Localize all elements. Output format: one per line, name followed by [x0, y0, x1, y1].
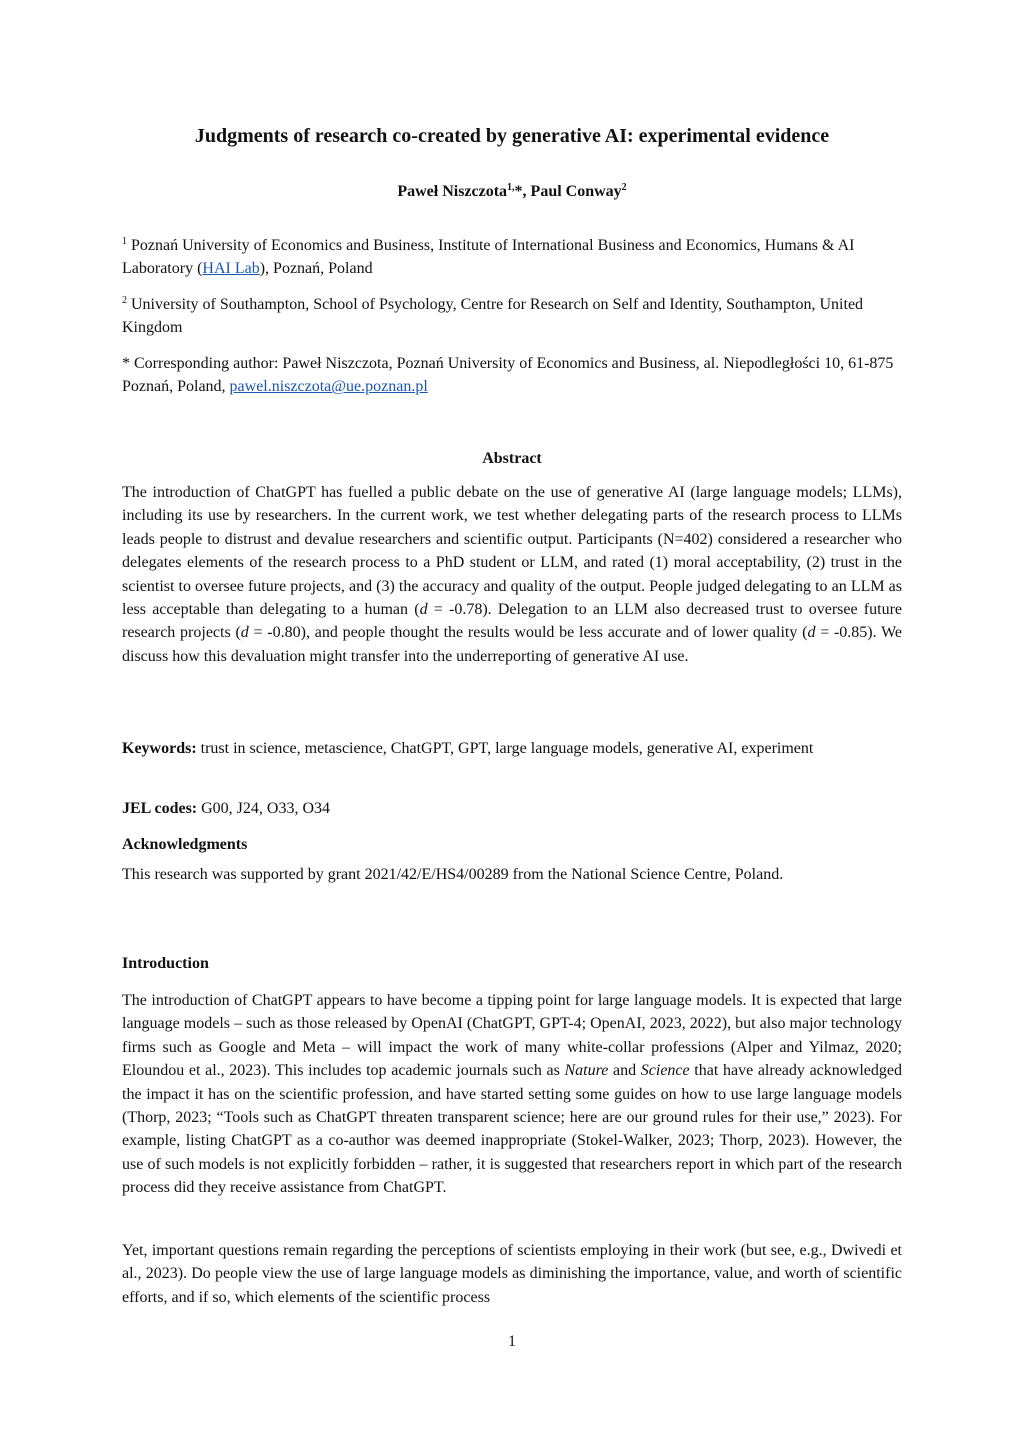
affiliation-1	[122, 234, 902, 281]
effect-size-symbol: d	[240, 624, 249, 642]
intro-text-1: The introduction of ChatGPT appears to have become a tipping point for large language models. It is expected that large language models – such as those released by OpenAI (ChatGPT, GPT-4; OpenAI, 2023, 2022), but also major technology firms such as Google and Meta – will impact the work of many white-collar professions (Alper and Yilmaz, 2020; Eloundou et al., 2023). This includes top academic journals such as	[122, 992, 902, 1080]
effect-size-symbol: d	[807, 624, 816, 642]
affiliation-2	[122, 293, 902, 340]
journal-name-nature: Nature	[564, 1062, 609, 1080]
page-number: 1	[508, 1333, 516, 1350]
abstract-text-3: = -0.80), and people thought the results would be less accurate and of lower quality (	[248, 624, 808, 642]
corresponding-author	[122, 352, 902, 399]
keywords-label: Keywords:	[122, 740, 197, 757]
affiliation-1-text: Poznań University of Economics and Business, Institute of International Business and Economics, Humans & AI Laboratory (	[122, 237, 855, 278]
author-1: Paweł Niszczota	[397, 183, 508, 200]
keywords	[122, 737, 902, 760]
journal-name-science: Science	[640, 1062, 690, 1080]
affiliation-1-number: 1	[122, 236, 127, 247]
author-2: Paul Conway	[530, 183, 622, 200]
introduction-heading: Introduction	[122, 955, 209, 972]
abstract-text-1: The introduction of ChatGPT has fuelled a public debate on the use of generative AI (large language models; LLMs), including its use by researchers. In the current work, we test whether delegating parts of the research process to LLMs leads people to distrust and devalue researchers and scientific output. Participants (N=402) considered a researcher who delegates elements of the research process to a PhD student or LLM, and rated (1) moral acceptability, (2) trust in the scientist to oversee future projects, and (3) the accuracy and quality of the output. People judged delegating to an LLM as less acceptable than delegating to a human (	[122, 484, 902, 619]
corresponding-star: *	[514, 183, 523, 200]
abstract-heading: Abstract	[482, 450, 542, 467]
affiliation-1-text-end: ), Poznań, Poland	[259, 260, 373, 278]
acknowledgments-heading: Acknowledgments	[122, 836, 248, 853]
jel-codes	[122, 797, 902, 820]
corresponding-email-link[interactable]: pawel.niszczota@ue.poznan.pl	[229, 378, 428, 396]
jel-codes-label: JEL codes:	[122, 800, 198, 817]
corresponding-author-text: * Corresponding author: Paweł Niszczota, Poznań University of Economics and Business, al. Niepodległości 10, 61-875 Poznań, Poland,	[122, 355, 894, 396]
intro-text-and: and	[608, 1062, 641, 1080]
introduction-paragraph-1	[122, 989, 902, 1200]
introduction-paragraph-2: Yet, important questions remain regarding the perceptions of scientists employing in their work (but see, e.g., Dwivedi et al., 2023). Do people view the use of large language models as diminishing the importance, value, and worth of scientific efforts, and if so, which elements of the scientific process	[122, 1242, 902, 1306]
abstract-text-4: = -0.85). We discuss how this devaluation might transfer into the underreporting of generative AI use.	[122, 624, 903, 665]
paper-title: Judgments of research co-created by generative AI: experimental evidence	[194, 125, 830, 147]
hai-lab-link[interactable]: HAI Lab	[202, 260, 260, 278]
acknowledgments-text: This research was supported by grant 2021/42/E/HS4/00289 from the National Science Centre, Poland.	[122, 866, 784, 883]
author-2-affiliation-mark: 2	[621, 182, 627, 193]
keywords-text: trust in science, metascience, ChatGPT, GPT, large language models, generative AI, experiment	[196, 740, 814, 757]
affiliation-2-text: University of Southampton, School of Psychology, Centre for Research on Self and Identity, Southampton, United Kingdom	[122, 296, 864, 337]
intro-text-2: that have already acknowledged the impact it has on the scientific profession, and have started setting some guides on how to use large language models (Thorp, 2023; “Tools such as ChatGPT threaten transparent science; here are our ground rules for their use,” 2023). For example, listing ChatGPT as a co-author was deemed inappropriate (Stokel-Walker, 2023; Thorp, 2023). However, the use of such models is not explicitly forbidden – rather, it is suggested that researchers report in which part of the research process did they receive assistance from ChatGPT.	[122, 1062, 902, 1197]
author-1-affiliation-mark: 1,	[507, 182, 515, 193]
author-line	[0, 181, 1024, 203]
affiliation-2-number: 2	[122, 295, 127, 306]
effect-size-symbol: d	[419, 601, 428, 619]
jel-codes-text: G00, J24, O33, O34	[197, 800, 331, 817]
abstract-body	[122, 481, 902, 668]
abstract-text-2: = -0.78). Delegation to an LLM also decreased trust to oversee future research projects (	[122, 601, 903, 642]
author-separator: ,	[522, 183, 531, 200]
